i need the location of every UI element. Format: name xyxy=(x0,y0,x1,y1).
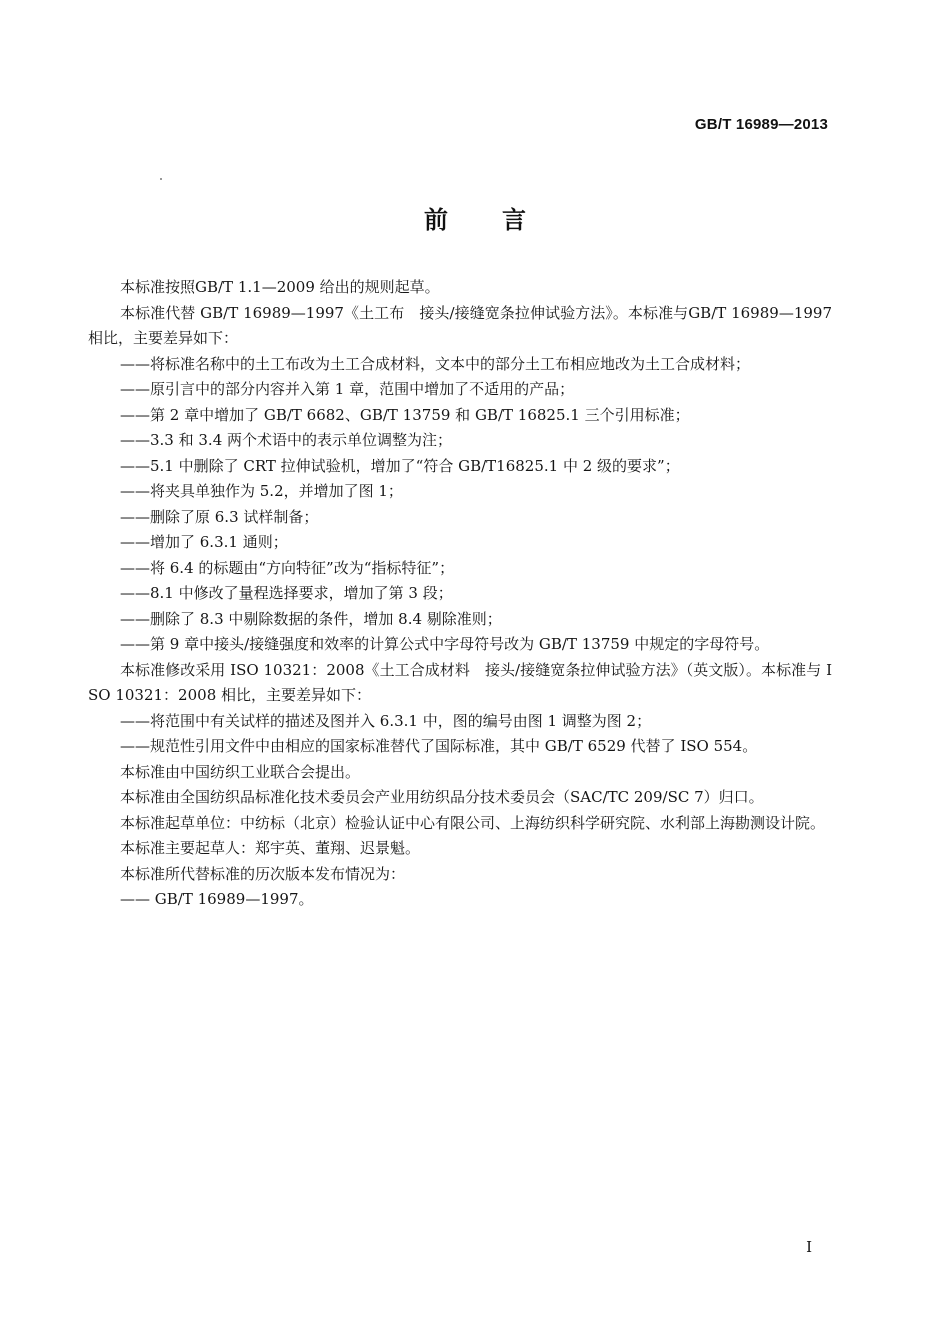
list-item: ——将范围中有关试样的描述及图并入 6.3.1 中，图的编号由图 1 调整为图 2； xyxy=(120,711,652,730)
paragraph-replaces: 本标准代替 GB/T 16989—1997《土工布 接头/接缝宽条拉伸试验方法》。本标准与GB/T 16989—1997 相比，主要差异如下： xyxy=(88,303,832,347)
document-id-header: GB/T 16989—2013 xyxy=(694,116,828,133)
list-item: ——将标准名称中的土工布改为土工合成材料，文本中的部分土工布相应地改为土工合成材料； xyxy=(120,354,751,373)
list-item: ——原引言中的部分内容并入第 1 章，范围中增加了不适用的产品； xyxy=(120,380,575,398)
list-item: ——删除了原 6.3 试样制备； xyxy=(120,507,319,526)
paragraph-drafting-rules: 本标准按照GB/T 1.1—2009 给出的规则起草。 xyxy=(120,278,440,296)
foreword-body xyxy=(88,275,832,913)
scan-speck xyxy=(160,178,162,180)
list-item: ——规范性引用文件中由相应的国家标准替代了国际标准，其中 GB/T 6529 代替了 ISO 554。 xyxy=(120,737,758,755)
paragraph-drafters: 本标准主要起草人：郑宇英、董翔、迟景魁。 xyxy=(120,839,421,857)
list-item: ——第 9 章中接头/接缝强度和效率的计算公式中字母符号改为 GB/T 13759 中规定的字母符号。 xyxy=(120,635,770,653)
changes-list-1997 xyxy=(88,352,832,658)
previous-editions-list xyxy=(88,887,832,913)
list-item: ——删除了 8.3 中剔除数据的条件，增加 8.4 剔除准则； xyxy=(120,609,502,628)
list-item: ——5.1 中删除了 CRT 拉伸试验机，增加了“符合 GB/T16825.1 中 2 级的要求”； xyxy=(120,456,680,475)
list-item: ——3.3 和 3.4 两个术语中的表示单位调整为注； xyxy=(120,431,453,449)
paragraph-iso-adoption: 本标准修改采用 ISO 10321：2008《土工合成材料 接头/接缝宽条拉伸试验方法》（英文版）。本标准与 ISO 10321：2008 相比，主要差异如下： xyxy=(88,660,832,704)
list-item: ——将夹具单独作为 5.2，并增加了图 1； xyxy=(120,482,403,500)
paragraph-drafting-units: 本标准起草单位：中纺标（北京）检验认证中心有限公司、上海纺织科学研究院、水利部上海勘测设计院。 xyxy=(120,813,826,832)
list-item: ——增加了 6.3.1 通则； xyxy=(120,533,288,551)
changes-list-iso xyxy=(88,709,832,760)
list-item: ——第 2 章中增加了 GB/T 6682、GB/T 13759 和 GB/T 16825.1 三个引用标准； xyxy=(120,405,690,424)
paragraph-proposed-by: 本标准由中国纺织工业联合会提出。 xyxy=(120,762,361,781)
page-number: I xyxy=(806,1238,812,1256)
paragraph-previous-editions: 本标准所代替标准的历次版本发布情况为： xyxy=(120,864,406,883)
paragraph-technical-committee: 本标准由全国纺织品标准化技术委员会产业用纺织品分技术委员会（SAC/TC 209/SC 7）归口。 xyxy=(120,788,764,806)
list-item: ——将 6.4 的标题由“方向特征”改为“指标特征”； xyxy=(120,558,455,577)
list-item: ——8.1 中修改了量程选择要求，增加了第 3 段； xyxy=(120,584,453,602)
page-title: 前言 xyxy=(424,206,580,234)
list-item: —— GB/T 16989—1997。 xyxy=(120,890,314,908)
